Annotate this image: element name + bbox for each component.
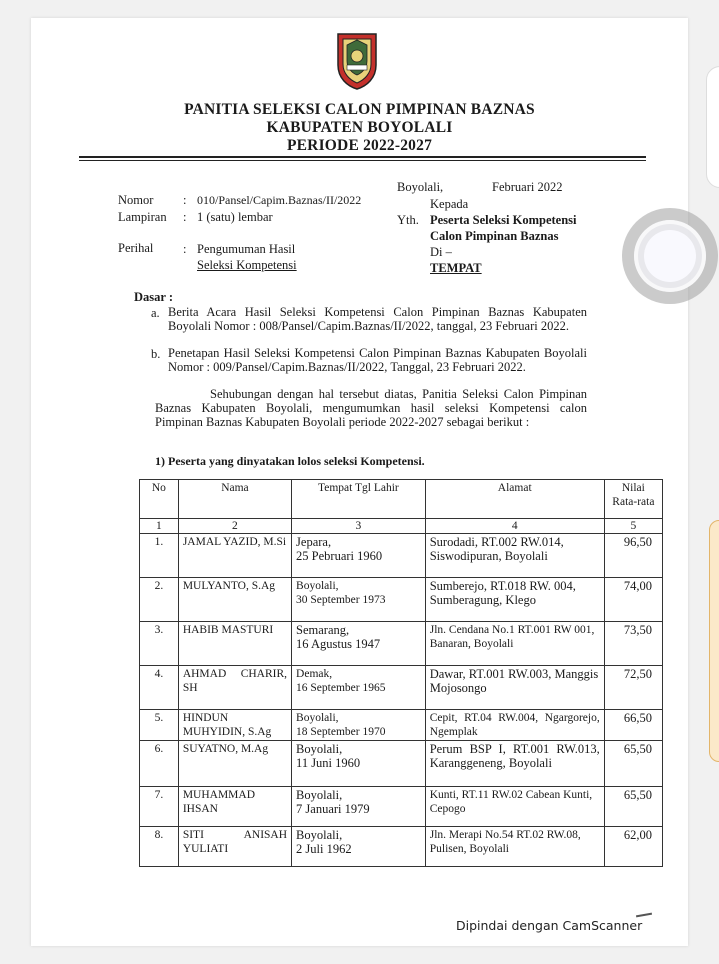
cell-ttl-place: Demak, — [296, 668, 333, 680]
cell-nilai: 72,50 — [604, 666, 662, 710]
cell-ttl-date: 30 September 1973 — [296, 594, 386, 606]
cell-ttl — [292, 710, 426, 741]
scan-mark — [636, 913, 652, 918]
side-panel-handle[interactable] — [706, 66, 719, 188]
cell-no: 3. — [140, 622, 179, 666]
lampiran-label: Lampiran — [118, 210, 167, 224]
table-row — [140, 666, 663, 710]
cell-ttl-date: 16 September 1965 — [296, 682, 386, 694]
cell-nama: HABIB MASTURI — [178, 622, 291, 666]
cell-nilai: 73,50 — [604, 622, 662, 666]
cell-nama: MUHAMMAD IHSAN — [178, 787, 291, 827]
table-row — [140, 741, 663, 787]
assistive-center-icon — [644, 230, 696, 282]
cell-ttl — [292, 534, 426, 578]
cell-ttl — [292, 578, 426, 622]
camscanner-footer: Dipindai dengan CamScanner — [456, 918, 643, 933]
col-header-nilai: Nilai Rata-rata — [604, 480, 662, 519]
item-a-text: Berita Acara Hasil Seleksi Kompetensi Calon Pimpinan Baznas Kabupaten Boyolali Nomor : 008/Pansel/Capim.Baznas/II/2022, tanggal, 23 Februari 2022. — [168, 305, 587, 333]
cell-nilai: 62,00 — [604, 827, 662, 867]
cell-nama: HINDUN MUHYIDIN, S.Ag — [178, 710, 291, 741]
perihal-line2: Seleksi Kompetensi — [197, 258, 297, 272]
cell-no: 2. — [140, 578, 179, 622]
header-title-line2: KABUPATEN BOYOLALI — [266, 119, 453, 136]
cell-nama: SUYATNO, M.Ag — [178, 741, 291, 787]
header-title-line3: PERIODE 2022-2027 — [286, 137, 433, 154]
cell-no: 6. — [140, 741, 179, 787]
table-row — [140, 827, 663, 867]
di-label: Di – — [430, 245, 452, 259]
cell-nilai: 66,50 — [604, 710, 662, 741]
cell-ttl — [292, 787, 426, 827]
cell-nilai: 65,50 — [604, 787, 662, 827]
index-cell: 2 — [178, 519, 291, 534]
side-notes-tab[interactable] — [709, 520, 719, 762]
letter-date: Februari 2022 — [492, 180, 563, 194]
item-b-marker: b. — [151, 347, 161, 361]
cell-ttl-date: 18 September 1970 — [296, 726, 386, 738]
kepada-label: Kepada — [430, 197, 469, 211]
cell-nilai: 96,50 — [604, 534, 662, 578]
intro-paragraph: Sehubungan dengan hal tersebut diatas, Panitia Seleksi Calon Pimpinan Baznas Kabupaten Boyolali, mengumumkan hasil seleksi Kompetensi calon Pimpinan Baznas Kabupaten Boyolali periode 2022-2027 sebagai berikut : — [155, 387, 587, 429]
cell-ttl-date: 2 Juli 1962 — [296, 842, 352, 856]
cell-ttl-place: Semarang, — [296, 623, 350, 637]
cell-nama: MULYANTO, S.Ag — [178, 578, 291, 622]
cell-nama: AHMAD CHARIR, SH — [178, 666, 291, 710]
results-table — [139, 479, 663, 867]
cell-alamat: Sumberejo, RT.018 RW. 004, Sumberagung, Klego — [425, 578, 604, 622]
lampiran-value: 1 (satu) lembar — [197, 210, 273, 224]
dasar-heading: Dasar : — [134, 290, 174, 304]
table-row — [140, 534, 663, 578]
tempat-label: TEMPAT — [430, 261, 482, 275]
cell-no: 1. — [140, 534, 179, 578]
cell-alamat: Dawar, RT.001 RW.003, Manggis Mojosongo — [425, 666, 604, 710]
table-index-row — [140, 519, 663, 534]
cell-ttl-date: 25 Pebruari 1960 — [296, 549, 383, 563]
recipient-name-line1: Peserta Seleksi Kompetensi — [430, 213, 577, 227]
cell-nilai: 65,50 — [604, 741, 662, 787]
cell-nama: JAMAL YAZID, M.Si — [178, 534, 291, 578]
col-header-ttl: Tempat Tgl Lahir — [292, 480, 426, 519]
cell-ttl-place: Boyolali, — [296, 788, 343, 802]
cell-no: 4. — [140, 666, 179, 710]
cell-ttl-place: Boyolali, — [296, 580, 339, 592]
header-title-line1: PANITIA SELEKSI CALON PIMPINAN BAZNAS — [184, 101, 535, 118]
cell-alamat: Cepit, RT.04 RW.004, Ngargorejo, Ngemplak — [425, 710, 604, 741]
cell-ttl — [292, 622, 426, 666]
boyolali-emblem-logo — [335, 31, 379, 91]
cell-alamat: Surodadi, RT.002 RW.014, Siswodipuran, Boyolali — [425, 534, 604, 578]
perihal-colon: : — [183, 242, 187, 256]
table-row — [140, 622, 663, 666]
lampiran-colon: : — [183, 210, 187, 224]
cell-no: 8. — [140, 827, 179, 867]
yth-label: Yth. — [397, 213, 419, 227]
cell-alamat: Jln. Merapi No.54 RT.02 RW.08, Pulisen, Boyolali — [425, 827, 604, 867]
cell-ttl-date: 16 Agustus 1947 — [296, 637, 381, 651]
index-cell: 5 — [604, 519, 662, 534]
cell-nilai: 74,00 — [604, 578, 662, 622]
header-divider-thick — [79, 156, 646, 158]
list-heading: 1) Peserta yang dinyatakan lolos seleksi Kompetensi. — [155, 454, 425, 468]
cell-ttl — [292, 666, 426, 710]
cell-alamat: Perum BSP I, RT.001 RW.013, Karanggeneng, Boyolali — [425, 741, 604, 787]
table-row — [140, 787, 663, 827]
header-divider-thin — [79, 160, 646, 161]
perihal-label: Perihal — [118, 241, 154, 255]
cell-ttl-date: 7 Januari 1979 — [296, 802, 370, 816]
document-page — [31, 18, 688, 946]
col-header-alamat: Alamat — [425, 480, 604, 519]
cell-no: 7. — [140, 787, 179, 827]
cell-nama: SITI ANISAH YULIATI — [178, 827, 291, 867]
cell-ttl-place: Boyolali, — [296, 742, 343, 756]
cell-ttl — [292, 741, 426, 787]
table-row — [140, 578, 663, 622]
cell-ttl — [292, 827, 426, 867]
cell-alamat: Jln. Cendana No.1 RT.001 RW 001, Banaran, Boyolali — [425, 622, 604, 666]
perihal-line1: Pengumuman Hasil — [197, 242, 296, 256]
floating-assistive-touch-button[interactable] — [622, 208, 718, 304]
cell-no: 5. — [140, 710, 179, 741]
table-header-row — [140, 480, 663, 519]
cell-ttl-date: 11 Juni 1960 — [296, 756, 361, 770]
cell-alamat: Kunti, RT.11 RW.02 Cabean Kunti, Cepogo — [425, 787, 604, 827]
col-header-nama: Nama — [178, 480, 291, 519]
index-cell: 1 — [140, 519, 179, 534]
cell-ttl-place: Boyolali, — [296, 828, 343, 842]
index-cell: 4 — [425, 519, 604, 534]
nomor-label: Nomor — [118, 193, 154, 207]
cell-ttl-place: Boyolali, — [296, 712, 339, 724]
item-b-text: Penetapan Hasil Seleksi Kompetensi Calon Pimpinan Baznas Kabupaten Boyolali Nomor : 009/Pansel/Capim.Baznas/II/2022, Tanggal, 23 Februari 2022. — [168, 346, 587, 374]
index-cell: 3 — [292, 519, 426, 534]
letter-place: Boyolali, — [397, 180, 444, 194]
recipient-name-line2: Calon Pimpinan Baznas — [430, 229, 559, 243]
col-header-no: No — [140, 480, 179, 519]
nomor-value: 010/Pansel/Capim.Baznas/II/2022 — [197, 193, 362, 207]
nomor-colon: : — [183, 193, 187, 207]
cell-ttl-place: Jepara, — [296, 535, 332, 549]
item-a-marker: a. — [151, 306, 160, 320]
table-row — [140, 710, 663, 741]
